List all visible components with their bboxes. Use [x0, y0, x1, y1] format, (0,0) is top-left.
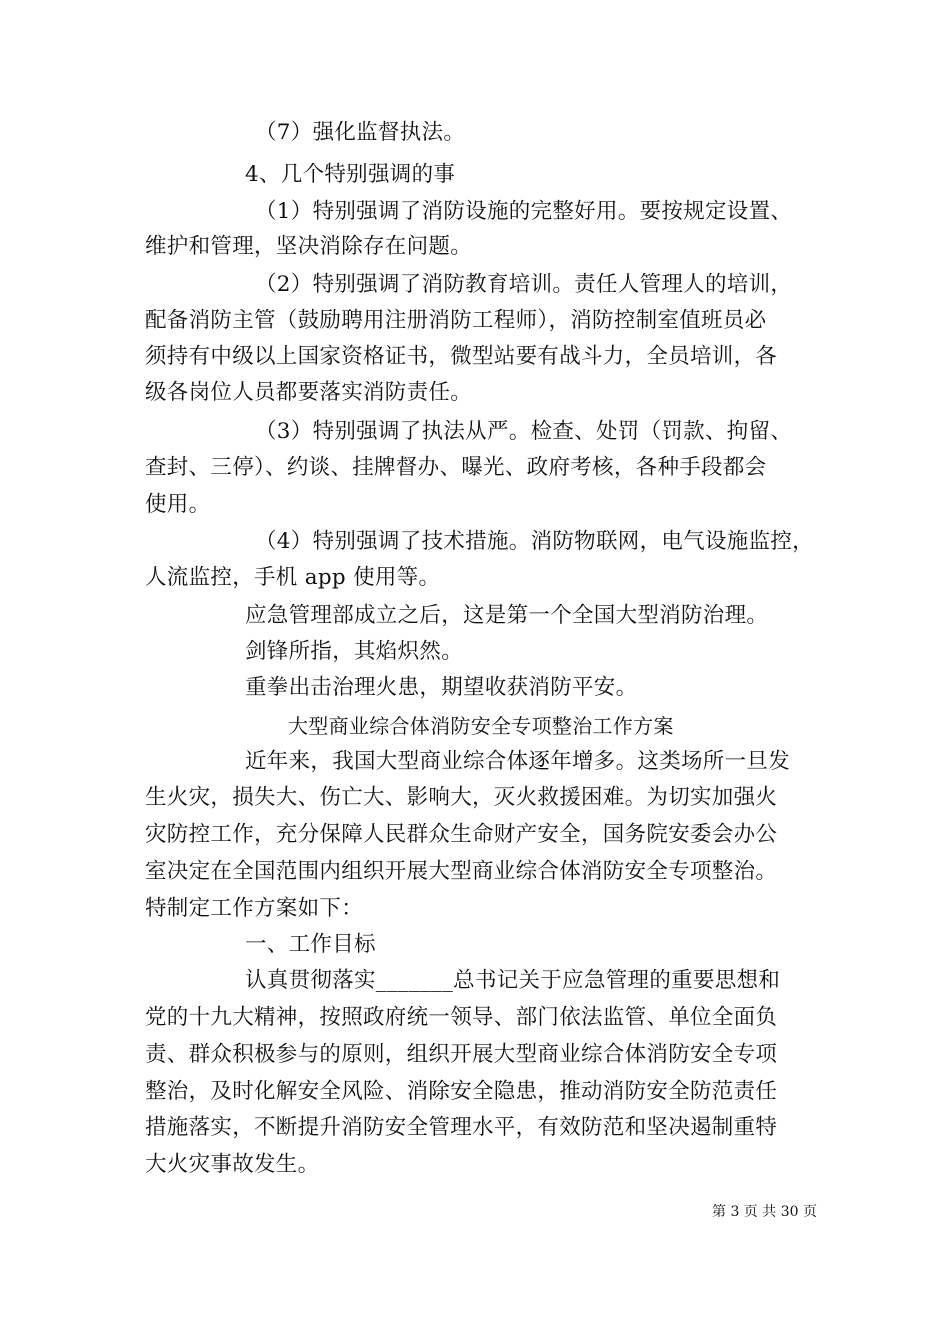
- section-heading: 4、几个特别强调的事: [245, 162, 456, 187]
- text-line: （3）特别强调了执法从严。检查、处罚（罚款、拘留、: [255, 419, 793, 444]
- text-line: 整治，及时化解安全风险、消除安全隐患，推动消防安全防范责任: [145, 1079, 778, 1104]
- text-line: 近年来，我国大型商业综合体逐年增多。这类场所一旦发: [245, 749, 791, 774]
- document-title: 大型商业综合体消防安全专项整治工作方案: [288, 714, 674, 738]
- text-line: 使用。: [145, 492, 211, 517]
- text-line: 责、群众积极参与的原则，组织开展大型商业综合体消防安全专项: [145, 1042, 778, 1067]
- text-line: 措施落实，不断提升消防安全管理水平，有效防范和坚决遏制重特: [145, 1115, 778, 1140]
- section-heading: 一、工作目标: [245, 932, 376, 957]
- text-line: （2）特别强调了消防教育培训。责任人管理人的培训，: [255, 272, 793, 297]
- text-line: 查封、三停）、约谈、挂牌督办、曝光、政府考核，各种手段都会: [145, 455, 767, 480]
- text-line: 灾防控工作，充分保障人民群众生命财产安全，国务院安委会办公: [145, 822, 778, 847]
- text-line: 须持有中级以上国家资格证书，微型站要有战斗力，全员培训，各: [145, 344, 778, 369]
- text-line: 级各岗位人员都要落实消防责任。: [145, 380, 473, 405]
- text-line: 配备消防主管（鼓励聘用注册消防工程师），消防控制室值班员必: [145, 308, 767, 333]
- text-line: （4）特别强调了技术措施。消防物联网，电气设施监控，: [255, 529, 814, 554]
- text-line: 特制定工作方案如下：: [145, 896, 364, 921]
- text-line: 室决定在全国范围内组织开展大型商业综合体消防安全专项整治。: [145, 859, 778, 884]
- text-line: 党的十九大精神，按照政府统一领导、部门依法监管、单位全面负: [145, 1005, 778, 1030]
- text-line: 人流监控，手机 app 使用等。: [145, 565, 441, 590]
- text-line: 重拳出击治理火患，期望收获消防平安。: [245, 675, 638, 700]
- text-line: （7）强化监督执法。: [255, 120, 466, 145]
- text-line: 剑锋所指，其焰炽然。: [245, 639, 464, 664]
- text-line: 生火灾，损失大、伤亡大、影响大，灭火救援困难。为切实加强火: [145, 785, 778, 810]
- text-line: 应急管理部成立之后，这是第一个全国大型消防治理。: [245, 603, 769, 628]
- text-line: （1）特别强调了消防设施的完整好用。要按规定设置、: [255, 199, 793, 224]
- text-line: 认真贯彻落实_______总书记关于应急管理的重要思想和: [245, 968, 781, 993]
- text-line: 维护和管理，坚决消除存在问题。: [145, 234, 473, 259]
- text-line: 大火灾事故发生。: [145, 1152, 320, 1177]
- page-number: 第 3 页 共 30 页: [712, 1204, 817, 1220]
